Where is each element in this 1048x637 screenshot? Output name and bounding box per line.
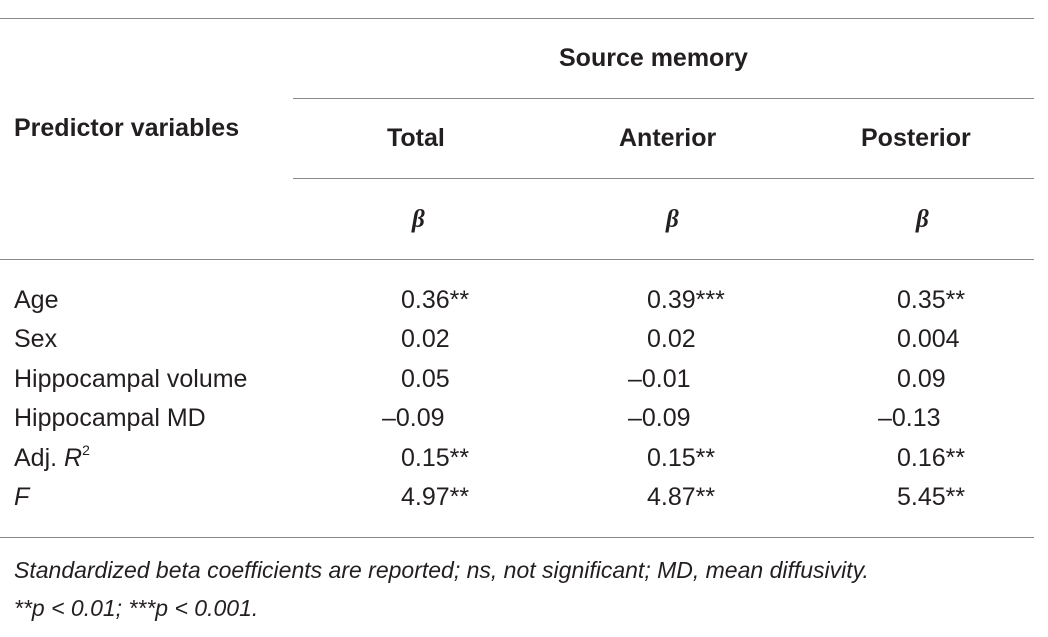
group-header-rule [293, 98, 1034, 99]
beta-symbol-anterior: β [666, 206, 679, 233]
column-header-total: Total [387, 124, 445, 152]
adj-prefix: Adj. [14, 444, 65, 472]
cell-adj-r2-total: 0.15** [401, 444, 470, 472]
r-superscript: 2 [82, 442, 90, 458]
cell-sex-total: 0.02 [401, 325, 450, 353]
row-label-f: F [14, 483, 30, 511]
row-label-hippocampal-md: Hippocampal MD [14, 404, 206, 432]
cell-sex-anterior: 0.02 [647, 325, 696, 353]
top-rule [0, 18, 1034, 19]
cell-f-anterior: 4.87** [647, 483, 716, 511]
row-header: Predictor variables [14, 114, 240, 142]
row-label-sex: Sex [14, 325, 58, 353]
cell-f-posterior: 5.45** [897, 483, 966, 511]
cell-f-total: 4.97** [401, 483, 470, 511]
group-header: Source memory [559, 44, 748, 72]
footnote-line-2: **p < 0.01; ***p < 0.001. [14, 595, 259, 621]
cell-adj-r2-anterior: 0.15** [647, 444, 716, 472]
beta-symbol-total: β [412, 206, 425, 233]
column-header-posterior: Posterior [861, 124, 971, 152]
cell-hippocampal-md-total: –0.09 [382, 404, 445, 432]
row-label-adj-r2 [14, 442, 90, 472]
header-bottom-rule [0, 259, 1034, 260]
r-symbol: R [64, 444, 83, 472]
cell-age-total: 0.36** [401, 286, 470, 314]
cell-age-anterior: 0.39*** [647, 286, 725, 314]
cell-hippocampal-md-anterior: –0.09 [628, 404, 691, 432]
cell-hippocampal-volume-posterior: 0.09 [897, 365, 946, 393]
column-header-rule [293, 178, 1034, 179]
cell-hippocampal-md-posterior: –0.13 [878, 404, 941, 432]
cell-age-posterior: 0.35** [897, 286, 966, 314]
table-bottom-rule [0, 537, 1034, 538]
column-header-anterior: Anterior [619, 124, 717, 152]
beta-symbol-posterior: β [916, 206, 929, 233]
cell-hippocampal-volume-anterior: –0.01 [628, 365, 691, 393]
cell-sex-posterior: 0.004 [897, 325, 960, 353]
footnote-line-1: Standardized beta coefficients are reported; ns, not significant; MD, mean diffusivity. [14, 557, 869, 583]
cell-adj-r2-posterior: 0.16** [897, 444, 966, 472]
row-label-age: Age [14, 286, 59, 314]
row-label-hippocampal-volume: Hippocampal volume [14, 365, 248, 393]
cell-hippocampal-volume-total: 0.05 [401, 365, 450, 393]
